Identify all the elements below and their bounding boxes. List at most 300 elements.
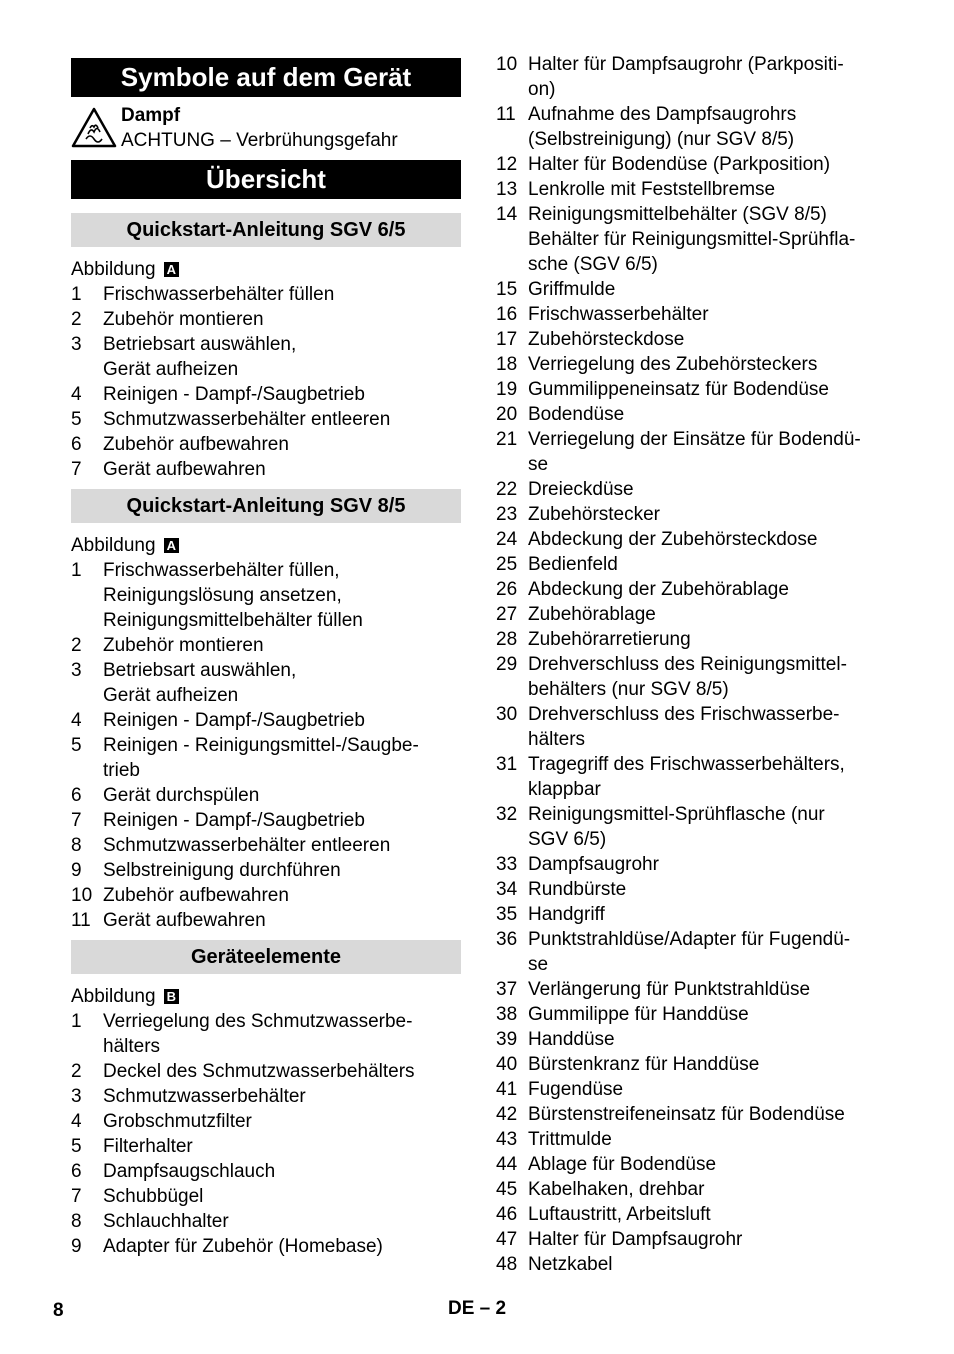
- item-text-line: Halter für Dampfsaugrohr: [528, 1229, 743, 1250]
- item-text: [103, 432, 461, 457]
- item-number: 37: [496, 979, 518, 1000]
- item-number: 38: [496, 1004, 518, 1025]
- list-item: [71, 307, 461, 332]
- item-text-line: Reinigungsmittel-Sprühflasche (nur: [528, 804, 825, 825]
- item-text: [103, 908, 461, 933]
- item-number: 47: [496, 1229, 518, 1250]
- item-text: [103, 307, 461, 332]
- item-number: 10: [71, 885, 93, 906]
- item-text-line: Selbstreinigung durchführen: [103, 860, 341, 881]
- item-number: 39: [496, 1029, 518, 1050]
- item-number: 2: [71, 635, 82, 656]
- list-item: [496, 1252, 896, 1277]
- item-text-line: Zubehör aufbewahren: [103, 885, 289, 906]
- item-text-line: Zubehör montieren: [103, 309, 264, 330]
- item-text: [103, 1009, 461, 1059]
- item-number: 48: [496, 1254, 518, 1275]
- item-text: [528, 502, 896, 527]
- item-number: 41: [496, 1079, 518, 1100]
- figure-reference: Abbildung A: [71, 533, 461, 558]
- list-item: [71, 908, 461, 933]
- item-text-line: Betriebsart auswählen,: [103, 334, 297, 355]
- list-item: [496, 202, 896, 277]
- item-number: 4: [71, 384, 82, 405]
- item-text: [528, 327, 896, 352]
- list-item: [496, 152, 896, 177]
- item-text-line: on): [528, 79, 556, 100]
- item-text-line: Schmutzwasserbehälter: [103, 1086, 306, 1107]
- item-number: 7: [71, 810, 82, 831]
- item-text-line: Adapter für Zubehör (Homebase): [103, 1236, 383, 1257]
- item-text-line: (Selbstreinigung) (nur SGV 8/5): [528, 129, 795, 150]
- item-number: 6: [71, 434, 82, 455]
- item-text: [528, 602, 896, 627]
- item-text-line: se: [528, 454, 549, 475]
- item-text: [528, 702, 896, 752]
- item-number: 9: [71, 1236, 82, 1257]
- item-text-line: hälters: [528, 729, 586, 750]
- item-text-line: Reinigen - Dampf-/Saugbetrieb: [103, 710, 365, 731]
- item-number: 21: [496, 429, 518, 450]
- item-number: 30: [496, 704, 518, 725]
- language-page-label: DE – 2: [448, 1298, 507, 1319]
- list-item: [496, 1127, 896, 1152]
- item-text-line: Bedienfeld: [528, 554, 618, 575]
- item-text-line: Reinigungsmittelbehälter (SGV 8/5): [528, 204, 827, 225]
- item-text-line: Zubehör aufbewahren: [103, 434, 289, 455]
- item-text-line: Grobschmutzfilter: [103, 1111, 252, 1132]
- item-text: [103, 332, 461, 382]
- item-text-line: se: [528, 954, 549, 975]
- item-text: [528, 427, 896, 477]
- item-text-line: Ablage für Bodendüse: [528, 1154, 717, 1175]
- item-text-line: Betriebsart auswählen,: [103, 660, 297, 681]
- item-text-line: Abdeckung der Zubehörablage: [528, 579, 789, 600]
- item-text: [528, 52, 896, 102]
- item-text: [103, 457, 461, 482]
- list-item: [71, 1184, 461, 1209]
- item-text-line: Verriegelung der Einsätze für Bodendü-: [528, 429, 861, 450]
- figure-badge: A: [164, 538, 179, 553]
- quickstart-sgv65-list: [71, 282, 461, 482]
- item-text: [103, 708, 461, 733]
- item-number: 9: [71, 860, 82, 881]
- item-number: 1: [71, 284, 82, 305]
- steam-warning: [71, 103, 461, 153]
- item-text: [103, 1159, 461, 1184]
- item-text-line: Verriegelung des Zubehörsteckers: [528, 354, 818, 375]
- item-number: 2: [71, 1061, 82, 1082]
- right-column: [496, 52, 896, 1277]
- item-text-line: Zubehör montieren: [103, 635, 264, 656]
- item-number: 10: [496, 54, 518, 75]
- item-number: 18: [496, 354, 518, 375]
- item-text: [528, 627, 896, 652]
- item-number: 24: [496, 529, 518, 550]
- list-item: [496, 802, 896, 852]
- item-number: 19: [496, 379, 518, 400]
- item-text: [103, 883, 461, 908]
- item-text: [528, 1177, 896, 1202]
- list-item: [496, 552, 896, 577]
- item-number: 36: [496, 929, 518, 950]
- item-text-line: Gerät aufbewahren: [103, 910, 266, 931]
- item-text: [528, 977, 896, 1002]
- list-item: [71, 432, 461, 457]
- list-item: [71, 558, 461, 633]
- item-text: [528, 102, 896, 152]
- item-text-line: Bodendüse: [528, 404, 625, 425]
- list-item: [496, 1027, 896, 1052]
- item-text: [528, 1002, 896, 1027]
- item-text-line: Verlängerung für Punktstrahldüse: [528, 979, 811, 1000]
- list-item: [71, 407, 461, 432]
- item-number: 6: [71, 1161, 82, 1182]
- item-number: 29: [496, 654, 518, 675]
- list-item: [496, 102, 896, 152]
- item-text: [103, 1184, 461, 1209]
- item-text: [103, 1209, 461, 1234]
- item-text-line: Abdeckung der Zubehörsteckdose: [528, 529, 818, 550]
- item-number: 6: [71, 785, 82, 806]
- item-number: 7: [71, 1186, 82, 1207]
- item-text: [528, 1102, 896, 1127]
- item-text-line: Luftaustritt, Arbeitsluft: [528, 1204, 711, 1225]
- item-text-line: Halter für Bodendüse (Parkposition): [528, 154, 831, 175]
- list-item: [496, 1102, 896, 1127]
- list-item: [71, 457, 461, 482]
- figure-badge: B: [164, 989, 179, 1004]
- list-item: [71, 1159, 461, 1184]
- item-number: 32: [496, 804, 518, 825]
- item-text-line: Dampfsaugrohr: [528, 854, 659, 875]
- item-number: 3: [71, 660, 82, 681]
- item-text-line: Bürstenstreifeneinsatz für Bodendüse: [528, 1104, 845, 1125]
- warning-title: Dampf: [121, 105, 181, 126]
- item-text-line: Gerät aufheizen: [103, 359, 239, 380]
- item-text: [103, 407, 461, 432]
- item-text: [103, 1109, 461, 1134]
- item-text: [103, 558, 461, 633]
- item-text-line: Schubbügel: [103, 1186, 204, 1207]
- item-number: 5: [71, 1136, 82, 1157]
- item-text-line: Handdüse: [528, 1029, 615, 1050]
- list-item: [496, 402, 896, 427]
- item-number: 3: [71, 1086, 82, 1107]
- list-item: [71, 658, 461, 708]
- item-number: 11: [71, 910, 91, 931]
- item-text-line: sche (SGV 6/5): [528, 254, 658, 275]
- item-text-line: Filterhalter: [103, 1136, 193, 1157]
- item-number: 20: [496, 404, 518, 425]
- item-text: [528, 1252, 896, 1277]
- list-item: [496, 852, 896, 877]
- item-number: 14: [496, 204, 518, 225]
- item-text-line: Deckel des Schmutzwasserbehälters: [103, 1061, 415, 1082]
- item-number: 33: [496, 854, 518, 875]
- device-elements-list-right: [496, 52, 896, 1277]
- item-number: 13: [496, 179, 518, 200]
- list-item: [71, 633, 461, 658]
- item-text-line: Griffmulde: [528, 279, 616, 300]
- list-item: [496, 527, 896, 552]
- list-item: [496, 52, 896, 102]
- item-number: 34: [496, 879, 518, 900]
- item-text-line: Fugendüse: [528, 1079, 624, 1100]
- item-number: 1: [71, 1011, 82, 1032]
- item-text: [103, 658, 461, 708]
- list-item: [496, 652, 896, 702]
- figure-reference: Abbildung A: [71, 257, 461, 282]
- item-number: 2: [71, 309, 82, 330]
- item-text: [528, 1077, 896, 1102]
- list-item: [71, 808, 461, 833]
- item-text: [528, 927, 896, 977]
- list-item: [496, 277, 896, 302]
- list-item: [496, 752, 896, 802]
- item-number: 40: [496, 1054, 518, 1075]
- list-item: [71, 1009, 461, 1059]
- item-text: [103, 808, 461, 833]
- item-number: 4: [71, 1111, 82, 1132]
- list-item: [496, 1177, 896, 1202]
- list-item: [71, 1209, 461, 1234]
- quickstart-sgv85-list: [71, 558, 461, 933]
- item-text-line: Aufnahme des Dampfsaugrohrs: [528, 104, 797, 125]
- list-item: [496, 877, 896, 902]
- item-text: [528, 902, 896, 927]
- item-text-line: Reinigen - Dampf-/Saugbetrieb: [103, 810, 365, 831]
- item-text: [528, 352, 896, 377]
- symbols-heading: Symbole auf dem Gerät: [71, 58, 461, 97]
- item-number: 15: [496, 279, 518, 300]
- item-number: 22: [496, 479, 518, 500]
- item-text: [103, 633, 461, 658]
- figure-reference: Abbildung B: [71, 984, 461, 1009]
- item-text: [528, 1152, 896, 1177]
- item-number: 42: [496, 1104, 518, 1125]
- list-item: [71, 1109, 461, 1134]
- list-item: [71, 783, 461, 808]
- item-text: [528, 1027, 896, 1052]
- list-item: [71, 382, 461, 407]
- item-text: [528, 1202, 896, 1227]
- list-item: [496, 602, 896, 627]
- warning-text: ACHTUNG – Verbrühungsgefahr: [121, 130, 398, 151]
- item-text: [528, 302, 896, 327]
- list-item: [496, 327, 896, 352]
- item-text-line: Netzkabel: [528, 1254, 613, 1275]
- item-text-line: Tragegriff des Frischwasserbehälters,: [528, 754, 845, 775]
- item-text: [528, 852, 896, 877]
- item-text-line: Reinigungsmittelbehälter füllen: [103, 610, 363, 631]
- list-item: [496, 1227, 896, 1252]
- item-text-line: Schmutzwasserbehälter entleeren: [103, 409, 391, 430]
- item-number: 23: [496, 504, 518, 525]
- item-number: 8: [71, 1211, 82, 1232]
- list-item: [71, 1084, 461, 1109]
- list-item: [71, 858, 461, 883]
- item-text-line: Punktstrahldüse/Adapter für Fugendü-: [528, 929, 851, 950]
- item-text-line: Dampfsaugschlauch: [103, 1161, 276, 1182]
- quickstart-sgv65-heading: Quickstart-Anleitung SGV 6/5: [71, 213, 461, 247]
- item-number: 8: [71, 835, 82, 856]
- item-text-line: Gummilippeneinsatz für Bodendüse: [528, 379, 830, 400]
- list-item: [496, 502, 896, 527]
- item-text: [103, 382, 461, 407]
- item-text: [103, 1234, 461, 1259]
- list-item: [496, 352, 896, 377]
- item-text: [528, 552, 896, 577]
- item-text: [103, 783, 461, 808]
- item-text: [103, 833, 461, 858]
- item-text: [528, 577, 896, 602]
- list-item: [496, 577, 896, 602]
- item-text-line: Drehverschluss des Frischwasserbe-: [528, 704, 840, 725]
- list-item: [496, 177, 896, 202]
- item-number: 1: [71, 560, 82, 581]
- list-item: [496, 977, 896, 1002]
- item-text-line: Frischwasserbehälter füllen: [103, 284, 335, 305]
- list-item: [496, 427, 896, 477]
- item-text-line: Schmutzwasserbehälter entleeren: [103, 835, 391, 856]
- item-text-line: Drehverschluss des Reinigungsmittel-: [528, 654, 847, 675]
- figure-badge: A: [164, 262, 179, 277]
- quickstart-sgv85-heading: Quickstart-Anleitung SGV 8/5: [71, 489, 461, 523]
- list-item: [71, 282, 461, 307]
- item-text-line: Zubehörablage: [528, 604, 656, 625]
- item-number: 43: [496, 1129, 518, 1150]
- page-number: 8: [53, 1300, 64, 1321]
- item-text-line: behälters (nur SGV 8/5): [528, 679, 729, 700]
- item-text: [528, 1127, 896, 1152]
- item-text: [528, 802, 896, 852]
- item-text: [528, 1227, 896, 1252]
- list-item: [71, 883, 461, 908]
- list-item: [496, 377, 896, 402]
- list-item: [71, 833, 461, 858]
- item-number: 16: [496, 304, 518, 325]
- item-text-line: Kabelhaken, drehbar: [528, 1179, 705, 1200]
- list-item: [496, 302, 896, 327]
- item-text: [528, 277, 896, 302]
- list-item: [496, 927, 896, 977]
- item-text: [103, 1084, 461, 1109]
- steam-warning-icon: [71, 107, 117, 148]
- item-text-line: Lenkrolle mit Feststellbremse: [528, 179, 776, 200]
- item-number: 4: [71, 710, 82, 731]
- item-text: [528, 652, 896, 702]
- list-item: [496, 902, 896, 927]
- item-text-line: Gummilippe für Handdüse: [528, 1004, 749, 1025]
- item-text-line: trieb: [103, 760, 140, 781]
- item-text-line: Gerät durchspülen: [103, 785, 260, 806]
- item-text: [528, 527, 896, 552]
- list-item: [496, 627, 896, 652]
- item-text-line: Handgriff: [528, 904, 605, 925]
- item-text-line: Reinigen - Dampf-/Saugbetrieb: [103, 384, 365, 405]
- item-text: [528, 402, 896, 427]
- item-text: [528, 477, 896, 502]
- item-text-line: Zubehörstecker: [528, 504, 661, 525]
- item-text-line: Frischwasserbehälter füllen,: [103, 560, 340, 581]
- item-number: 45: [496, 1179, 518, 1200]
- item-text-line: klappbar: [528, 779, 601, 800]
- item-text-line: Reinigungslösung ansetzen,: [103, 585, 342, 606]
- list-item: [496, 477, 896, 502]
- item-text: [103, 858, 461, 883]
- list-item: [496, 1077, 896, 1102]
- list-item: [496, 1202, 896, 1227]
- list-item: [496, 1152, 896, 1177]
- item-number: 5: [71, 735, 82, 756]
- item-text: [528, 152, 896, 177]
- device-elements-list-left: [71, 1009, 461, 1259]
- left-column: [71, 58, 461, 1259]
- item-number: 46: [496, 1204, 518, 1225]
- item-text-line: SGV 6/5): [528, 829, 607, 850]
- item-number: 27: [496, 604, 518, 625]
- item-text: [103, 282, 461, 307]
- item-text-line: Dreieckdüse: [528, 479, 634, 500]
- list-item: [71, 708, 461, 733]
- item-number: 12: [496, 154, 518, 175]
- item-text-line: Zubehörsteckdose: [528, 329, 685, 350]
- list-item: [71, 733, 461, 783]
- item-text-line: hälters: [103, 1036, 161, 1057]
- item-text-line: Schlauchhalter: [103, 1211, 229, 1232]
- item-text-line: Reinigen - Reinigungsmittel-/Saugbe-: [103, 735, 419, 756]
- item-number: 5: [71, 409, 82, 430]
- item-text: [103, 733, 461, 783]
- item-number: 44: [496, 1154, 518, 1175]
- list-item: [496, 1002, 896, 1027]
- item-text-line: Gerät aufbewahren: [103, 459, 266, 480]
- list-item: [496, 702, 896, 752]
- item-number: 7: [71, 459, 82, 480]
- item-text-line: Trittmulde: [528, 1129, 612, 1150]
- overview-heading: Übersicht: [71, 160, 461, 199]
- list-item: [71, 1134, 461, 1159]
- item-text-line: Gerät aufheizen: [103, 685, 239, 706]
- item-number: 26: [496, 579, 518, 600]
- item-text-line: Behälter für Reinigungsmittel-Sprühfla-: [528, 229, 856, 250]
- item-text: [528, 177, 896, 202]
- item-text-line: Bürstenkranz für Handdüse: [528, 1054, 760, 1075]
- item-number: 3: [71, 334, 82, 355]
- item-text: [103, 1134, 461, 1159]
- item-number: 28: [496, 629, 518, 650]
- item-text: [528, 752, 896, 802]
- item-text-line: Zubehörarretierung: [528, 629, 691, 650]
- item-number: 31: [496, 754, 518, 775]
- list-item: [71, 1059, 461, 1084]
- item-number: 11: [496, 104, 516, 125]
- item-number: 17: [496, 329, 518, 350]
- item-text: [103, 1059, 461, 1084]
- device-elements-heading: Geräteelemente: [71, 940, 461, 974]
- item-text: [528, 377, 896, 402]
- item-text-line: Rundbürste: [528, 879, 627, 900]
- item-text-line: Verriegelung des Schmutzwasserbe-: [103, 1011, 413, 1032]
- item-number: 25: [496, 554, 518, 575]
- item-text: [528, 1052, 896, 1077]
- item-number: 35: [496, 904, 518, 925]
- list-item: [496, 1052, 896, 1077]
- item-text-line: Halter für Dampfsaugrohr (Parkpositi-: [528, 54, 844, 75]
- item-text: [528, 202, 896, 277]
- list-item: [71, 1234, 461, 1259]
